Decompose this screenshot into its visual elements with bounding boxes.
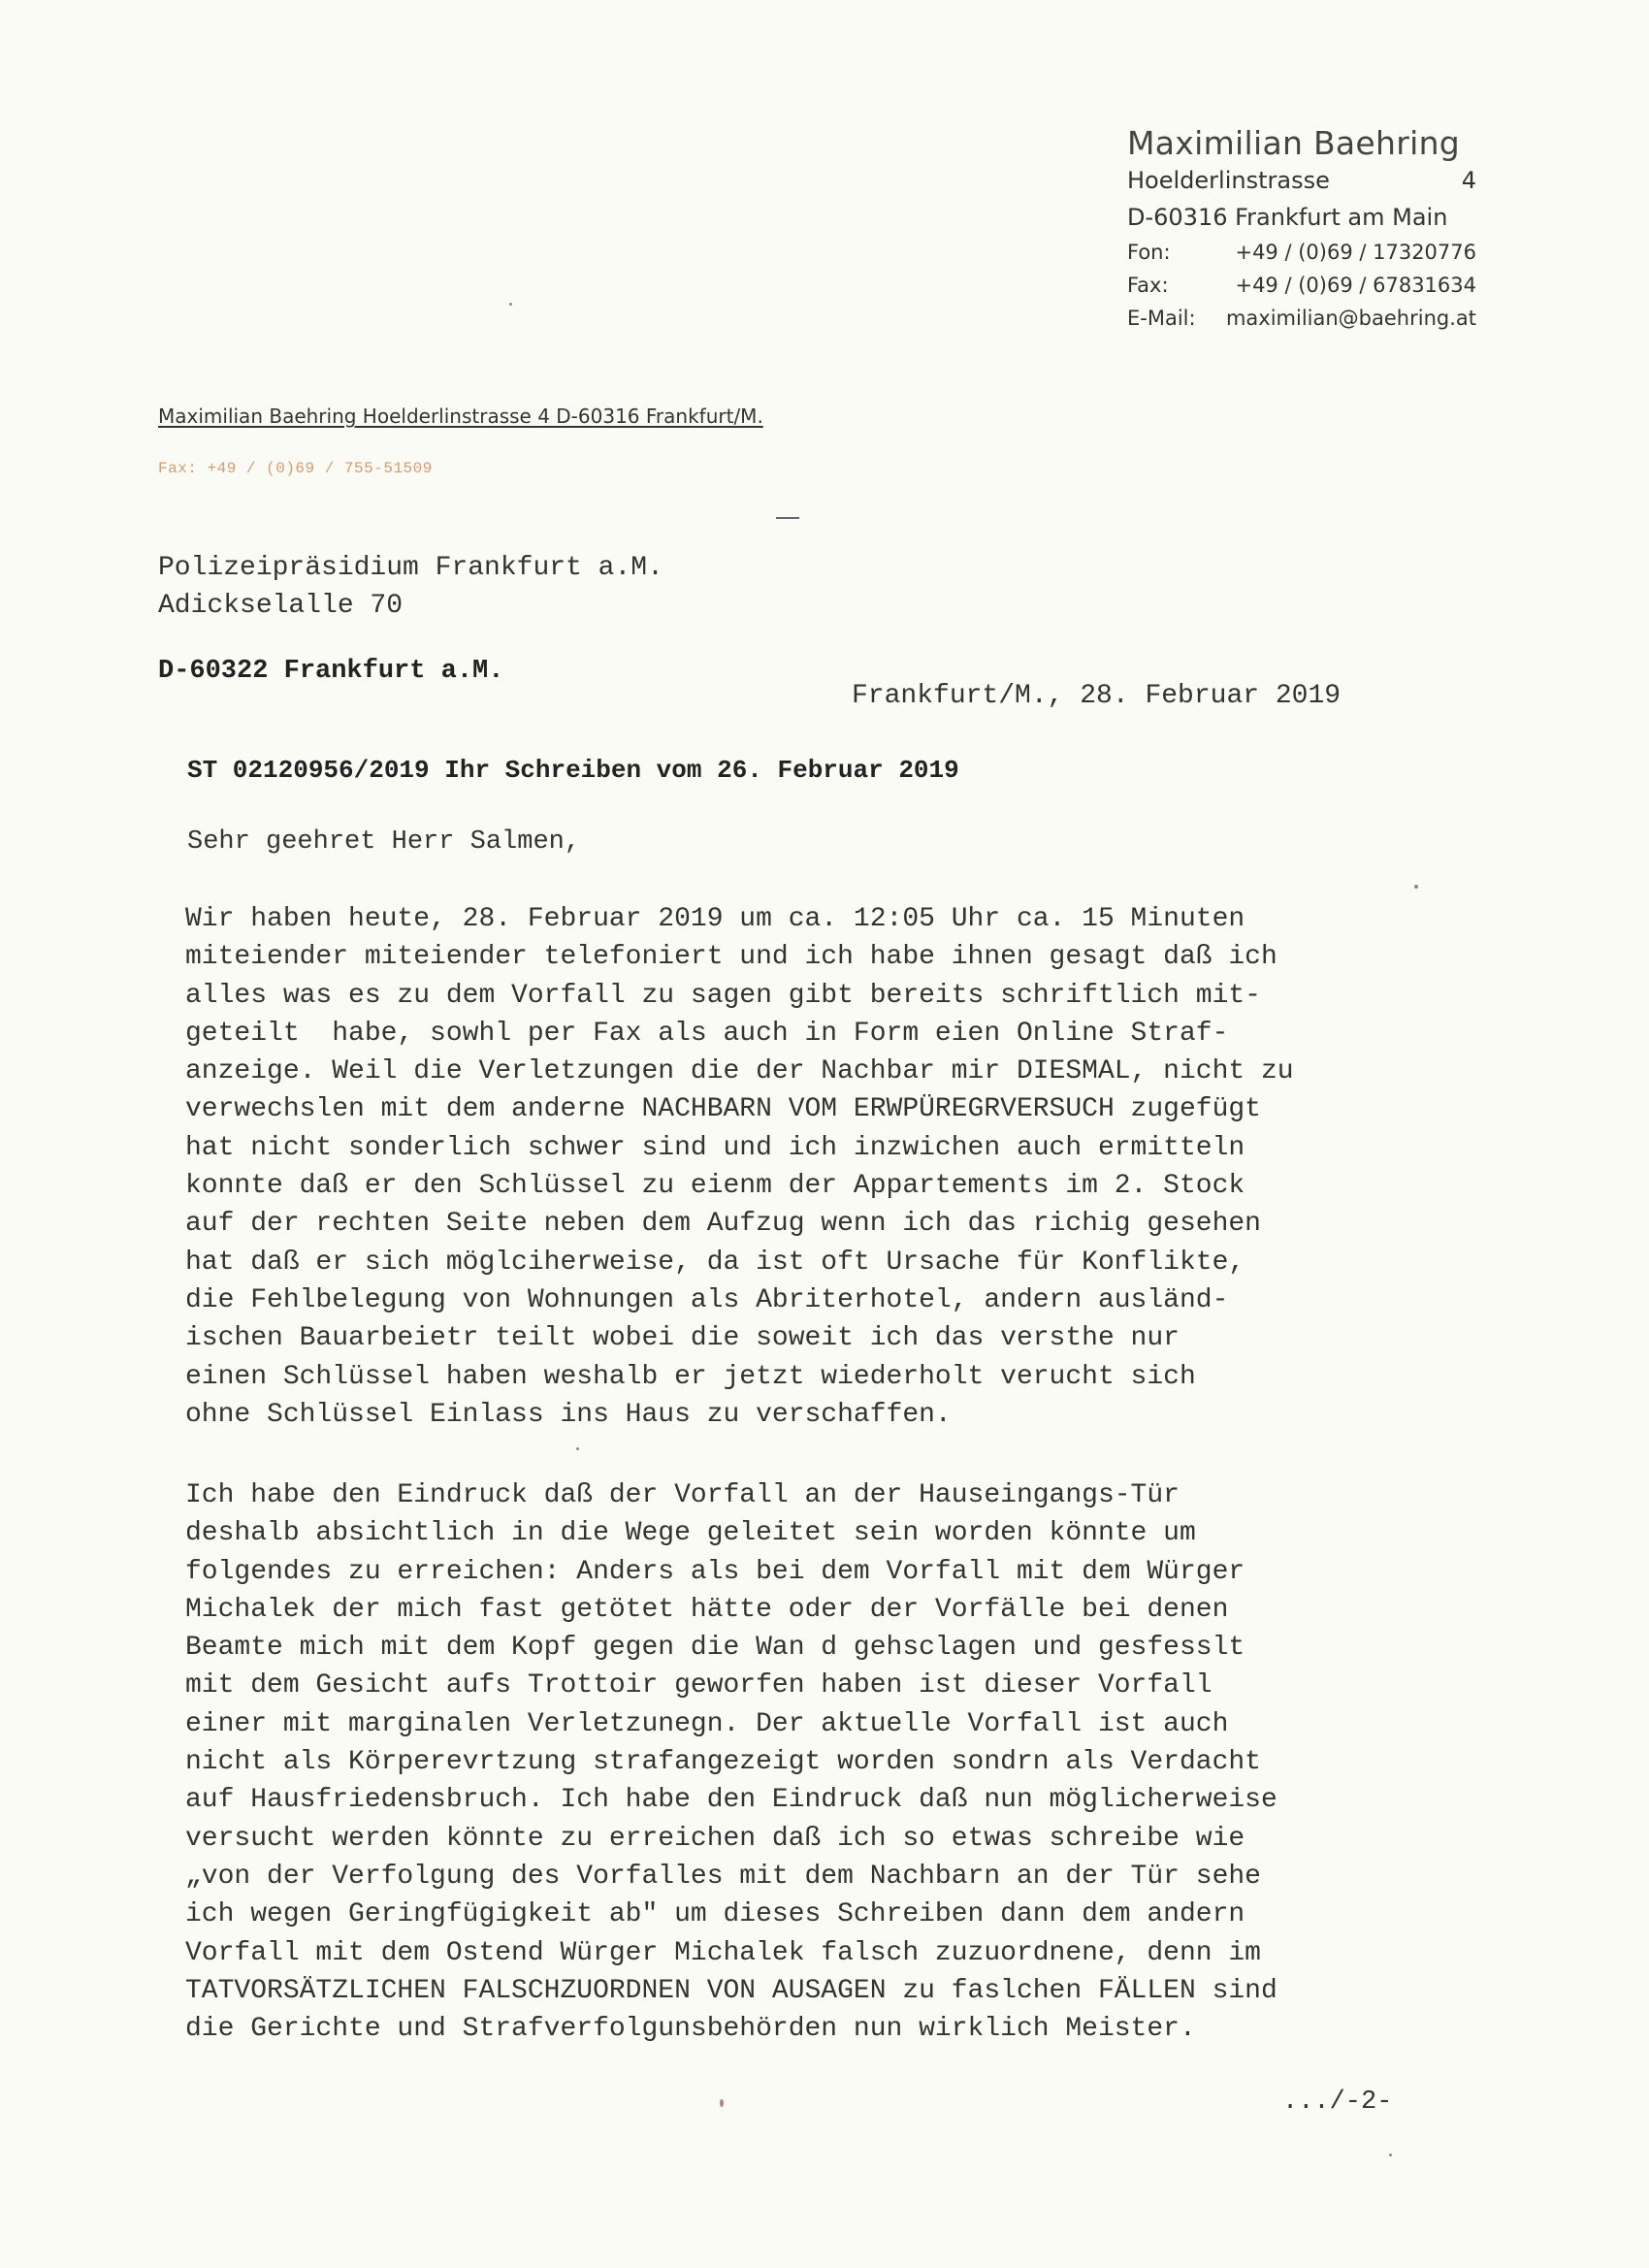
paragraph-1-line: ohne Schlüssel Einlass ins Haus zu verschaffen. — [185, 1399, 952, 1430]
paragraph-1-line: miteiender miteiender telefoniert und ich habe ihnen gesagt daß ich — [185, 942, 1277, 973]
phone-number: +49 / (0)69 / 17320776 — [1235, 241, 1476, 264]
paragraph-2-line: deshalb absichtlich in die Wege geleitet sein worden könnte um — [185, 1518, 1196, 1549]
paragraph-1-line: geteilt habe, sowhl per Fax als auch in Form eien Online Straf- — [185, 1018, 1229, 1049]
body-paragraph-1 — [185, 900, 1437, 1434]
salutation: Sehr geehret Herr Salmen, — [187, 827, 581, 857]
paragraph-2-line: nicht als Körperevrtzung strafangezeigt worden sondrn als Verdacht — [185, 1747, 1261, 1778]
email-address: maximilian@baehring.at — [1225, 307, 1476, 330]
letterhead — [1127, 124, 1476, 335]
page-continuation-marker: .../-2- — [1282, 2088, 1393, 2117]
return-address-line: Maximilian Baehring Hoelderlinstrasse 4 D-60316 Frankfurt/M. — [158, 405, 763, 428]
paragraph-2-line: ich wegen Geringfügigkeit ab" um dieses Schreiben dann dem andern — [185, 1899, 1245, 1930]
body-paragraph-2 — [185, 1476, 1437, 2048]
scan-speck — [1389, 2154, 1392, 2156]
sender-city: D-60316 Frankfurt am Main — [1127, 204, 1448, 231]
scan-speck — [509, 303, 512, 306]
paragraph-2-line: TATVORSÄTZLICHEN FALSCHZUORDNEN VON AUSAGEN zu faslchen FÄLLEN sind — [185, 1975, 1277, 2006]
mark-dash — [776, 517, 799, 519]
paragraph-2-line: folgendes zu erreichen: Anders als bei dem Vorfall mit dem Würger — [185, 1556, 1245, 1587]
scan-speck — [1414, 885, 1418, 889]
paragraph-2-line: Vorfall mit dem Ostend Würger Michalek falsch zuzuordnene, denn im — [185, 1937, 1261, 1968]
paragraph-1-line: ischen Bauarbeietr teilt wobei die soweit ich das versthe nur — [185, 1323, 1180, 1354]
email-label: E-Mail: — [1127, 307, 1196, 330]
paragraph-1-line: die Fehlbelegung von Wohnungen als Abriterhotel, andern ausländ- — [185, 1284, 1229, 1315]
subject-line: ST 02120956/2019 Ihr Schreiben vom 26. Februar 2019 — [187, 756, 959, 785]
fax-number: +49 / (0)69 / 67831634 — [1235, 274, 1476, 297]
sender-phone-row — [1127, 236, 1476, 269]
paragraph-1-line: Wir haben heute, 28. Februar 2019 um ca. 12:05 Uhr ca. 15 Minuten — [185, 904, 1245, 934]
sender-fax-row — [1127, 269, 1476, 302]
sender-name: Maximilian Baehring — [1127, 124, 1461, 162]
paragraph-1-line: hat daß er sich möglciherweise, da ist oft Ursache für Konflikte, — [185, 1247, 1245, 1278]
fax-label: Fax: — [1127, 274, 1169, 297]
paragraph-1-line: verwechslen mit dem anderne NACHBARN VOM ERWPÜREGRVERSUCH zugefügt — [185, 1094, 1261, 1125]
recipient-city: D-60322 Frankfurt a.M. — [158, 657, 504, 686]
sender-email-row — [1127, 302, 1476, 335]
scan-speck — [576, 1447, 579, 1450]
recipient-address — [158, 549, 663, 625]
letter-date: Frankfurt/M., 28. Februar 2019 — [852, 681, 1342, 711]
paragraph-1-line: alles was es zu dem Vorfall zu sagen gibt bereits schriftlich mit- — [185, 980, 1261, 1011]
paragraph-1-line: auf der rechten Seite neben dem Aufzug wenn ich das richig gesehen — [185, 1209, 1261, 1240]
paragraph-2-line: Michalek der mich fast getötet hätte oder der Vorfälle bei denen — [185, 1594, 1229, 1625]
paragraph-1-line: einen Schlüssel haben weshalb er jetzt wiederholt verucht sich — [185, 1361, 1196, 1392]
paragraph-2-line: mit dem Gesicht aufs Trottoir geworfen haben ist dieser Vorfall — [185, 1670, 1212, 1701]
phone-label: Fon: — [1127, 241, 1171, 264]
paragraph-1-line: anzeige. Weil die Verletzungen die der Nachbar mir DIESMAL, nicht zu — [185, 1056, 1294, 1087]
paragraph-2-line: Ich habe den Eindruck daß der Vorfall an der Hauseingangs-Tür — [185, 1480, 1180, 1510]
paragraph-2-line: versucht werden könnte zu erreichen daß ich so etwas schreibe wie — [185, 1823, 1245, 1854]
paragraph-2-line: die Gerichte und Strafverfolgunsbehörden nun wirklich Meister. — [185, 2014, 1196, 2045]
paragraph-2-line: Beamte mich mit dem Kopf gegen die Wan d gehsclagen und gesfesslt — [185, 1633, 1245, 1664]
recipient-line-2: Adickselalle 70 — [158, 591, 404, 621]
paragraph-2-line: „von der Verfolgung des Vorfalles mit dem Nachbarn an der Tür sehe — [185, 1861, 1261, 1892]
paragraph-2-line: auf Hausfriedensbruch. Ich habe den Eindruck daß nun möglicherweise — [185, 1785, 1277, 1816]
sender-street-row — [1127, 162, 1476, 199]
paragraph-1-line: hat nicht sonderlich schwer sind und ich inzwichen auch ermitteln — [185, 1132, 1245, 1163]
paragraph-1-line: konnte daß er den Schlüssel zu eienm der Appartements im 2. Stock — [185, 1171, 1245, 1202]
paragraph-2-line: einer mit marginalen Verletzunegn. Der aktuelle Vorfall ist auch — [185, 1708, 1229, 1739]
scan-speck — [720, 2099, 724, 2107]
recipient-line-1: Polizeipräsidium Frankfurt a.M. — [158, 553, 663, 583]
sender-street: Hoelderlinstrasse — [1127, 167, 1330, 194]
recipient-fax-line: Fax: +49 / (0)69 / 755-51509 — [158, 460, 433, 477]
sender-house-number: 4 — [1461, 167, 1476, 194]
